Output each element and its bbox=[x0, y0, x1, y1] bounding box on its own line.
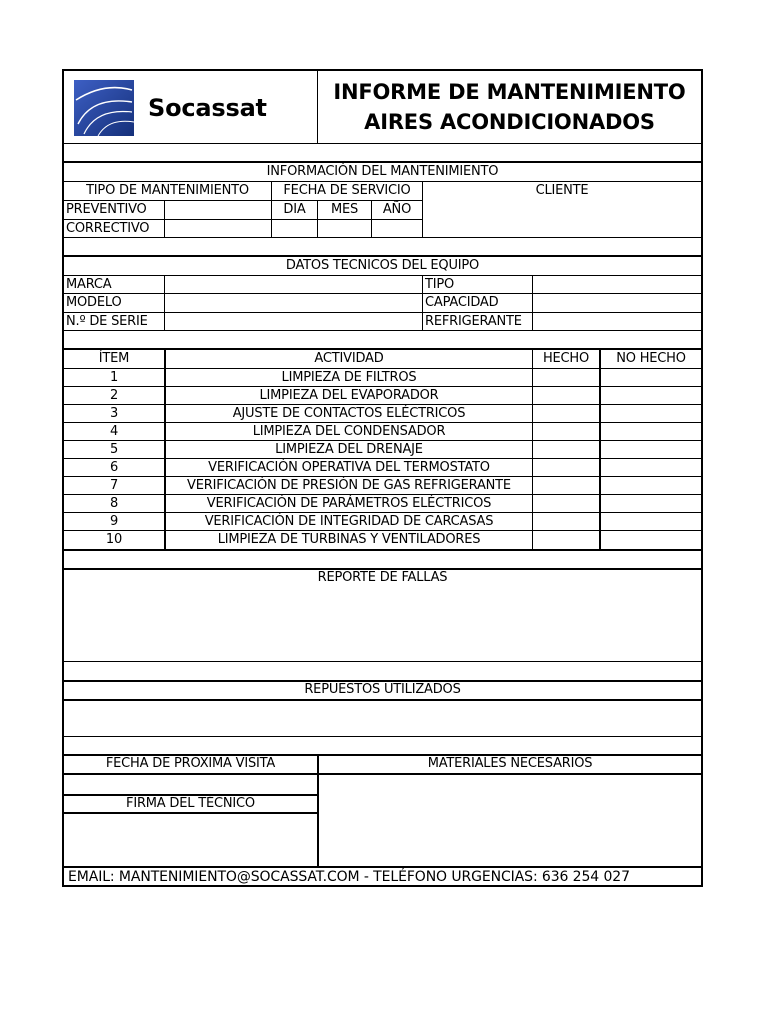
activity-hecho-checkbox[interactable] bbox=[533, 369, 599, 387]
activity-hecho-checkbox[interactable] bbox=[533, 459, 599, 477]
section-title-datos-tecnicos: DATOS TECNICOS DEL EQUIPO bbox=[285, 258, 480, 273]
activity-description: VERIFICACIÓN DE INTEGRIDAD DE CARCASAS bbox=[204, 514, 494, 529]
report-title-line1: INFORME DE MANTENIMIENTO bbox=[333, 80, 686, 104]
activity-description: LIMPIEZA DEL EVAPORADOR bbox=[259, 388, 439, 403]
activity-hecho-checkbox[interactable] bbox=[533, 405, 599, 423]
activity-no-hecho-checkbox[interactable] bbox=[601, 459, 701, 477]
section-title-proxima-visita: FECHA DE PRÓXIMA VISITA bbox=[105, 756, 276, 771]
section-title-materiales: MATERIALES NECESARIOS bbox=[427, 756, 593, 771]
footer-contact: EMAIL: MANTENIMIENTO@SOCASSAT.COM - TELÉFONO URGENCIAS: 636 254 027 bbox=[68, 869, 630, 885]
col-header-item: ÍTEM bbox=[98, 351, 130, 366]
label-refrigerante: REFRIGERANTE bbox=[425, 314, 522, 329]
company-logo bbox=[74, 80, 134, 136]
activity-item-number: 9 bbox=[109, 514, 119, 529]
activity-hecho-checkbox[interactable] bbox=[533, 531, 599, 549]
activity-item-number: 7 bbox=[109, 478, 119, 493]
activity-no-hecho-checkbox[interactable] bbox=[601, 441, 701, 459]
section-title-info: INFORMACIÓN DEL MANTENIMIENTO bbox=[266, 164, 499, 179]
label-numero-serie: N.º DE SERIE bbox=[66, 314, 148, 329]
activity-hecho-checkbox[interactable] bbox=[533, 495, 599, 513]
activity-no-hecho-checkbox[interactable] bbox=[601, 369, 701, 387]
activity-description: VERIFICACIÓN OPERATIVA DEL TERMOSTATO bbox=[208, 460, 490, 475]
rule bbox=[64, 661, 701, 662]
label-dia: DIA bbox=[283, 202, 306, 217]
label-capacidad: CAPACIDAD bbox=[425, 295, 499, 310]
col-header-hecho: HECHO bbox=[542, 351, 590, 366]
activity-item-number: 4 bbox=[109, 424, 119, 439]
activity-item-number: 2 bbox=[109, 388, 119, 403]
rule bbox=[64, 143, 701, 144]
activity-description: LIMPIEZA DE FILTROS bbox=[281, 370, 417, 385]
activity-description: AJUSTE DE CONTACTOS ELÉCTRICOS bbox=[232, 406, 466, 421]
rule bbox=[532, 275, 533, 330]
rule bbox=[64, 736, 701, 737]
activity-item-number: 3 bbox=[109, 406, 119, 421]
activity-hecho-checkbox[interactable] bbox=[533, 387, 599, 405]
label-tipo: TIPO bbox=[425, 277, 455, 292]
activity-hecho-checkbox[interactable] bbox=[533, 477, 599, 495]
activity-no-hecho-checkbox[interactable] bbox=[601, 531, 701, 549]
activity-item-number: 5 bbox=[109, 442, 119, 457]
rule bbox=[164, 200, 165, 237]
rule bbox=[164, 275, 165, 330]
activity-description: LIMPIEZA DEL DRENAJE bbox=[275, 442, 423, 457]
activity-item-number: 6 bbox=[109, 460, 119, 475]
label-modelo: MODELO bbox=[66, 295, 122, 310]
activity-no-hecho-checkbox[interactable] bbox=[601, 387, 701, 405]
activity-item-number: 1 bbox=[109, 370, 119, 385]
label-anio: AÑO bbox=[382, 202, 412, 217]
report-title-line2: AIRES ACONDICIONADOS bbox=[364, 110, 655, 134]
activity-item-number: 10 bbox=[105, 532, 123, 547]
col-header-no-hecho: NO HECHO bbox=[616, 351, 686, 366]
firma-field[interactable] bbox=[64, 814, 317, 866]
section-title-repuestos: REPUESTOS UTILIZADOS bbox=[304, 682, 461, 697]
col-header-actividad: ACTIVIDAD bbox=[314, 351, 384, 366]
activity-description: VERIFICACIÓN DE PARÁMETROS ELÉCTRICOS bbox=[206, 496, 492, 511]
section-title-reporte-fallas: REPORTE DE FALLAS bbox=[317, 570, 448, 585]
activity-no-hecho-checkbox[interactable] bbox=[601, 477, 701, 495]
materiales-field[interactable] bbox=[319, 775, 701, 866]
activity-hecho-checkbox[interactable] bbox=[533, 423, 599, 441]
label-marca: MARCA bbox=[66, 277, 112, 292]
activity-hecho-checkbox[interactable] bbox=[533, 513, 599, 531]
reporte-fallas-field[interactable] bbox=[64, 570, 701, 661]
activity-no-hecho-checkbox[interactable] bbox=[601, 513, 701, 531]
activity-no-hecho-checkbox[interactable] bbox=[601, 423, 701, 441]
rule bbox=[64, 549, 701, 551]
activity-item-number: 8 bbox=[109, 496, 119, 511]
section-title-firma: FIRMA DEL TÉCNICO bbox=[126, 796, 255, 811]
company-name: Socassat bbox=[148, 94, 267, 122]
repuestos-field[interactable] bbox=[64, 701, 701, 736]
activity-description: VERIFICACIÓN DE PRESIÓN DE GAS REFRIGERANTE bbox=[187, 478, 511, 493]
maintenance-report-sheet bbox=[62, 69, 703, 887]
label-cliente: CLIENTE bbox=[535, 183, 589, 198]
activity-hecho-checkbox[interactable] bbox=[533, 441, 599, 459]
label-correctivo: CORRECTIVO bbox=[66, 221, 150, 236]
label-tipo-mantenimiento: TIPO DE MANTENIMIENTO bbox=[86, 183, 249, 198]
label-mes: MES bbox=[330, 202, 359, 217]
label-fecha-servicio: FECHA DE SERVICIO bbox=[283, 183, 411, 198]
label-preventivo: PREVENTIVO bbox=[66, 202, 147, 217]
activity-no-hecho-checkbox[interactable] bbox=[601, 405, 701, 423]
activity-no-hecho-checkbox[interactable] bbox=[601, 495, 701, 513]
activity-description: LIMPIEZA DE TURBINAS Y VENTILADORES bbox=[217, 532, 481, 547]
socassat-logo-icon bbox=[74, 80, 134, 136]
activity-description: LIMPIEZA DEL CONDENSADOR bbox=[252, 424, 446, 439]
proxima-visita-field[interactable] bbox=[64, 775, 317, 794]
